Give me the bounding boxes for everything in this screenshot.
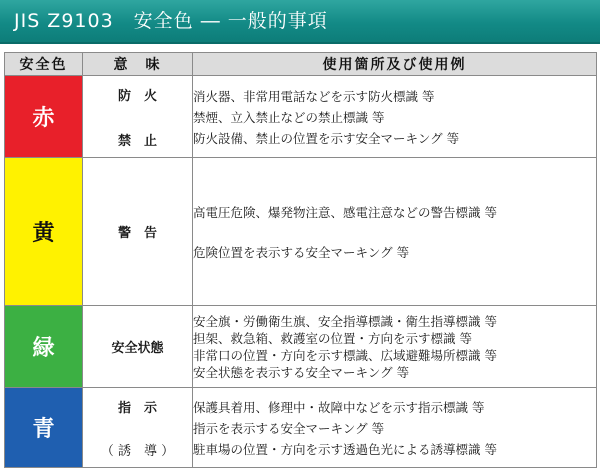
header-color: 安全色 xyxy=(5,53,83,76)
usage-line: 安全旗・労働衛生旗、安全指導標識・衛生指導標識 等 xyxy=(193,313,497,329)
color-cell-red: 赤 xyxy=(5,76,83,158)
usage-line: 危険位置を表示する安全マーキング 等 xyxy=(193,244,410,260)
header-meaning: 意 味 xyxy=(83,53,193,76)
usage-line: 禁煙、立入禁止などの禁止標識 等 xyxy=(193,109,385,125)
meaning-cell-red xyxy=(83,76,193,158)
meaning-warning: 警 告 xyxy=(117,226,157,241)
usage-cell-yellow xyxy=(193,158,597,306)
usage-cell-green xyxy=(193,306,597,388)
safety-color-table xyxy=(4,52,597,468)
table-header-row xyxy=(5,53,597,76)
usage-line: 高電圧危険、爆発物注意、感電注意などの警告標識 等 xyxy=(193,204,497,220)
meaning-instruction: 指 示 xyxy=(117,400,157,416)
table-row-red xyxy=(5,76,597,158)
meaning-cell-green xyxy=(83,306,193,388)
meaning-cell-blue xyxy=(83,388,193,468)
usage-line: 保護具着用、修理中・故障中などを示す指示標識 等 xyxy=(193,399,485,415)
usage-line: 消火器、非常用電話などを示す防火標識 等 xyxy=(193,88,435,104)
color-cell-blue: 青 xyxy=(5,388,83,468)
usage-line: 防火設備、禁止の位置を示す安全マーキング 等 xyxy=(193,130,460,146)
page-title: JIS Z9103 安全色 ― 一般的事項 xyxy=(14,10,328,32)
usage-cell-red xyxy=(193,76,597,158)
meaning-guidance: （ 誘 導 ） xyxy=(100,443,175,459)
usage-line: 安全状態を表示する安全マーキング 等 xyxy=(193,364,410,380)
meaning-cell-yellow xyxy=(83,158,193,306)
usage-line: 指示を表示する安全マーキング 等 xyxy=(193,420,385,436)
usage-line: 駐車場の位置・方向を示す透過色光による誘導標識 等 xyxy=(193,441,497,457)
usage-cell-blue xyxy=(193,388,597,468)
usage-line: 担架、救急箱、救護室の位置・方向を示す標識 等 xyxy=(193,330,472,346)
usage-line: 非常口の位置・方向を示す標識、広域避難場所標識 等 xyxy=(193,347,497,363)
table-row-green xyxy=(5,306,597,388)
meaning-fire-prevention: 防 火 xyxy=(117,88,157,104)
header-usage: 使用箇所及び使用例 xyxy=(193,53,597,76)
meaning-safe-condition: 安全状態 xyxy=(111,341,164,356)
table-row-blue xyxy=(5,388,597,468)
table-row-yellow xyxy=(5,158,597,306)
color-cell-green: 緑 xyxy=(5,306,83,388)
color-cell-yellow: 黄 xyxy=(5,158,83,306)
title-bar xyxy=(0,0,600,44)
meaning-prohibition: 禁 止 xyxy=(117,133,157,149)
